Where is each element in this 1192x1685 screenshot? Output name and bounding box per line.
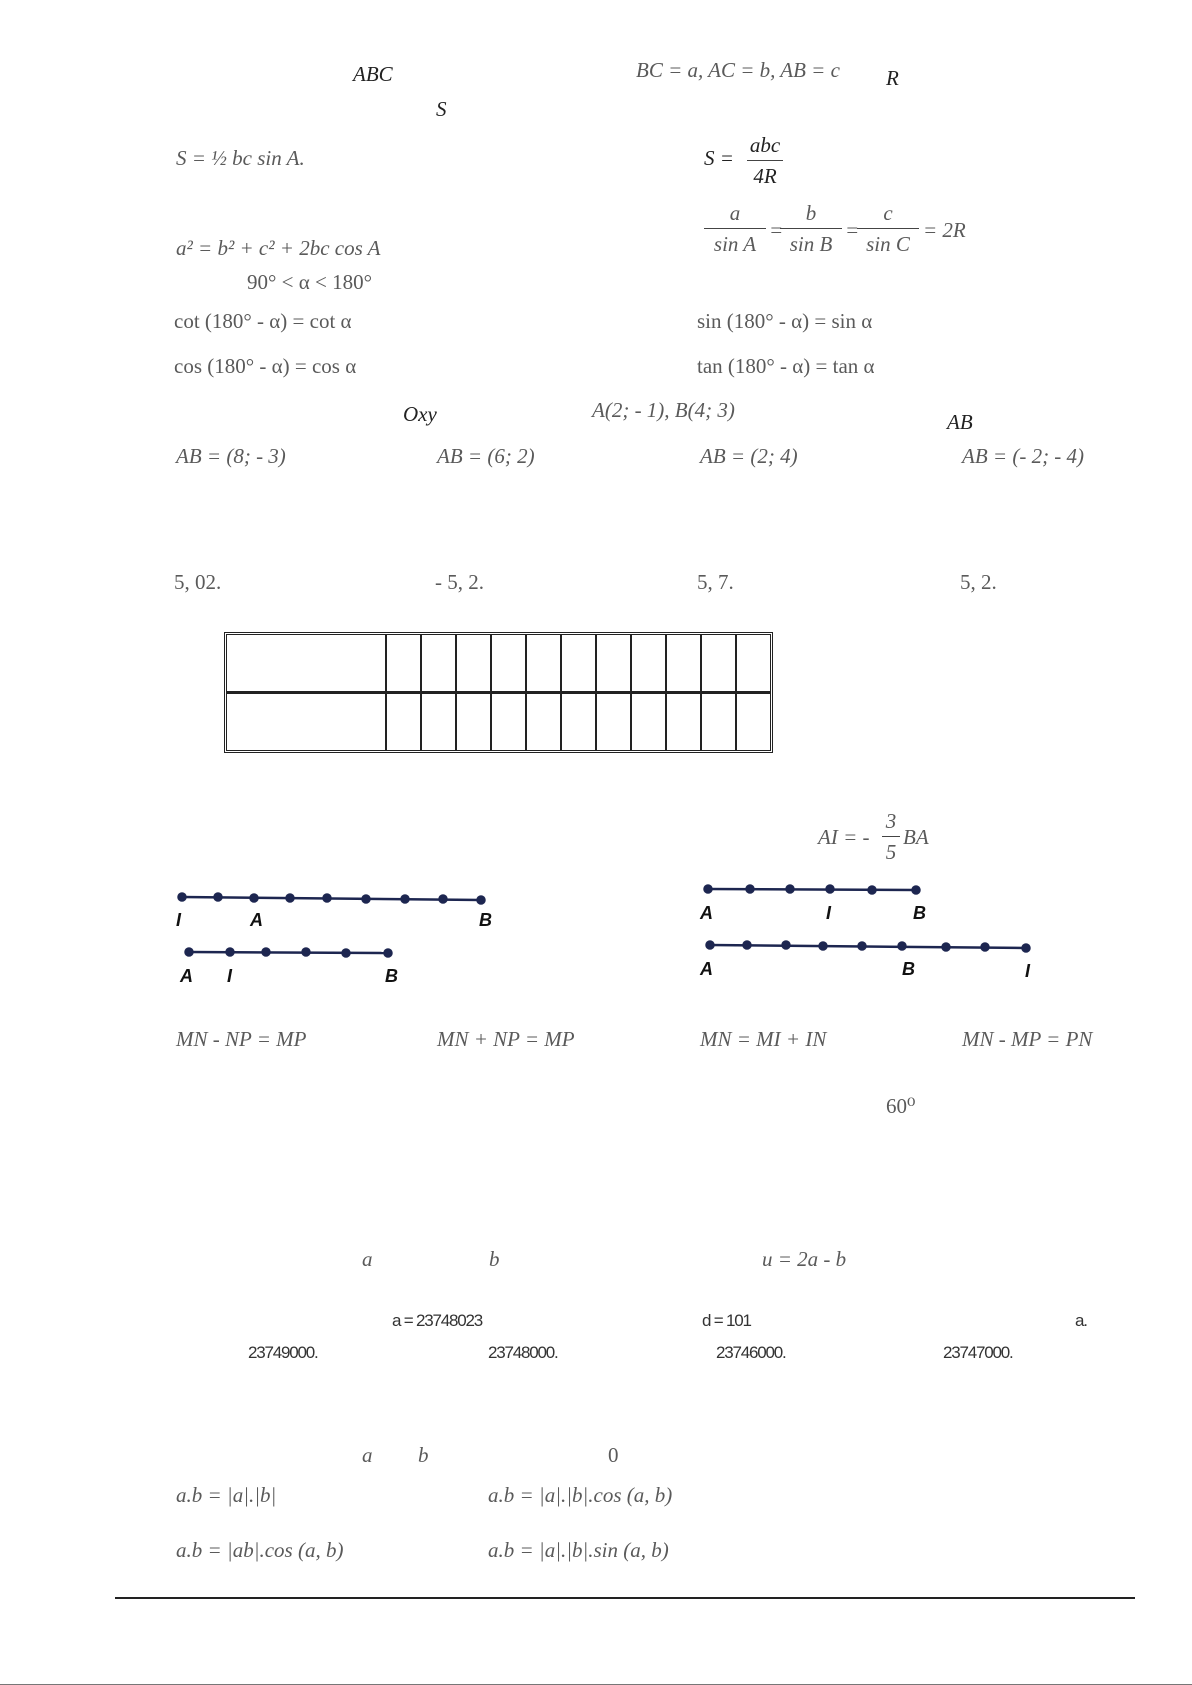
relation-lhs: AI = -	[818, 825, 870, 849]
fraction-denominator: 4R	[753, 164, 777, 188]
figure-2-point-label: I	[227, 966, 233, 986]
approximate-value: a = 23748023	[392, 1311, 483, 1330]
given-points: A(2; - 1), B(4; 3)	[592, 398, 735, 422]
side-definitions: BC = a, AC = b, AB = c	[636, 58, 840, 82]
figure-1-point-label: B	[479, 910, 492, 930]
figure-1-point-label: I	[176, 910, 182, 930]
q2-option-c: cos (180° - α) = cos α	[174, 354, 357, 378]
figure-4-point-label: A	[700, 959, 713, 979]
segment-figure-2	[189, 952, 388, 953]
fraction-numerator: c	[857, 198, 919, 229]
q4-option-b: - 5, 2.	[435, 570, 484, 594]
q11-option-a: a.b = |a|.|b|	[176, 1483, 277, 1507]
area-symbol: S	[436, 97, 447, 121]
q1-option-c: a² = b² + c² + 2bc cos A	[176, 236, 381, 260]
q2-option-b: sin (180° - α) = sin α	[697, 309, 873, 333]
vector-label: AB	[947, 410, 973, 434]
vector-a: a	[362, 1443, 373, 1467]
q3-option-c: AB = (2; 4)	[700, 444, 798, 468]
vector-b: b	[489, 1247, 500, 1271]
q11-option-d: a.b = |a|.|b|.sin (a, b)	[488, 1538, 669, 1562]
q3-option-d: AB = (- 2; - 4)	[962, 444, 1085, 468]
relation-rhs: BA	[903, 825, 929, 849]
q10-option-a: 23749000.	[248, 1343, 318, 1362]
q10-option-d: 23747000.	[943, 1343, 1013, 1362]
q3-option-b: AB = (6; 2)	[437, 444, 535, 468]
vector-u-definition: u = 2a - b	[762, 1247, 847, 1271]
vector-b: b	[418, 1443, 429, 1467]
fraction-numerator: a	[704, 198, 766, 229]
q3-option-a: AB = (8; - 3)	[176, 444, 286, 468]
footer-divider	[115, 1597, 1135, 1599]
q7-option-d: MN - MP = PN	[962, 1027, 1093, 1051]
triangle-label: ABC	[353, 62, 393, 86]
angle-value: 60⁰	[886, 1094, 916, 1118]
q1-option-d-rhs: = 2R	[923, 218, 966, 242]
q7-option-b: MN + NP = MP	[437, 1027, 575, 1051]
q7-option-c: MN = MI + IN	[700, 1027, 827, 1051]
q11-option-c: a.b = |ab|.cos (a, b)	[176, 1538, 344, 1562]
figure-4-point-label: I	[1025, 961, 1031, 981]
q2-option-a: cot (180° - α) = cot α	[174, 309, 352, 333]
figure-3-point-label: B	[913, 903, 926, 923]
q10-option-b: 23748000.	[488, 1343, 558, 1362]
figure-2-point-label: A	[180, 966, 193, 986]
figure-3-point-label: A	[700, 903, 713, 923]
figure-4-point-label: B	[902, 959, 915, 979]
coordinate-system: Oxy	[403, 402, 437, 426]
q1-option-a: S = ½ bc sin A.	[176, 146, 305, 170]
fraction-numerator: b	[780, 198, 842, 229]
q11-option-b: a.b = |a|.|b|.cos (a, b)	[488, 1483, 673, 1507]
precision-value: d = 101	[702, 1311, 751, 1330]
circumradius-symbol: R	[886, 66, 899, 90]
q4-option-d: 5, 2.	[960, 570, 997, 594]
figure-2-point-label: B	[385, 966, 398, 986]
fraction-denominator: 5	[885, 840, 897, 864]
fraction-numerator: abc	[747, 130, 783, 161]
angle-condition: 90° < α < 180°	[247, 270, 372, 294]
fraction-denominator: sin A	[713, 232, 757, 256]
vector-a: a	[362, 1247, 373, 1271]
equals-sign: =	[769, 218, 784, 242]
equals-sign: =	[845, 218, 860, 242]
q1-option-b-lhs: S =	[704, 146, 734, 170]
figure-1-point-label: A	[250, 910, 263, 930]
q7-option-a: MN - NP = MP	[176, 1027, 307, 1051]
q4-option-c: 5, 7.	[697, 570, 734, 594]
segment-figure-4	[710, 945, 1026, 948]
segment-figure-3	[708, 889, 916, 890]
fraction-denominator: sin C	[866, 232, 910, 256]
target-variable: a.	[1075, 1311, 1087, 1330]
q4-option-a: 5, 02.	[174, 570, 222, 594]
q2-option-d: tan (180° - α) = tan α	[697, 354, 875, 378]
fraction-denominator: sin B	[789, 232, 833, 256]
q10-option-c: 23746000.	[716, 1343, 786, 1362]
figure-3-point-label: I	[826, 903, 832, 923]
fraction-numerator: 3	[882, 806, 900, 837]
zero-vector: 0	[608, 1443, 619, 1467]
